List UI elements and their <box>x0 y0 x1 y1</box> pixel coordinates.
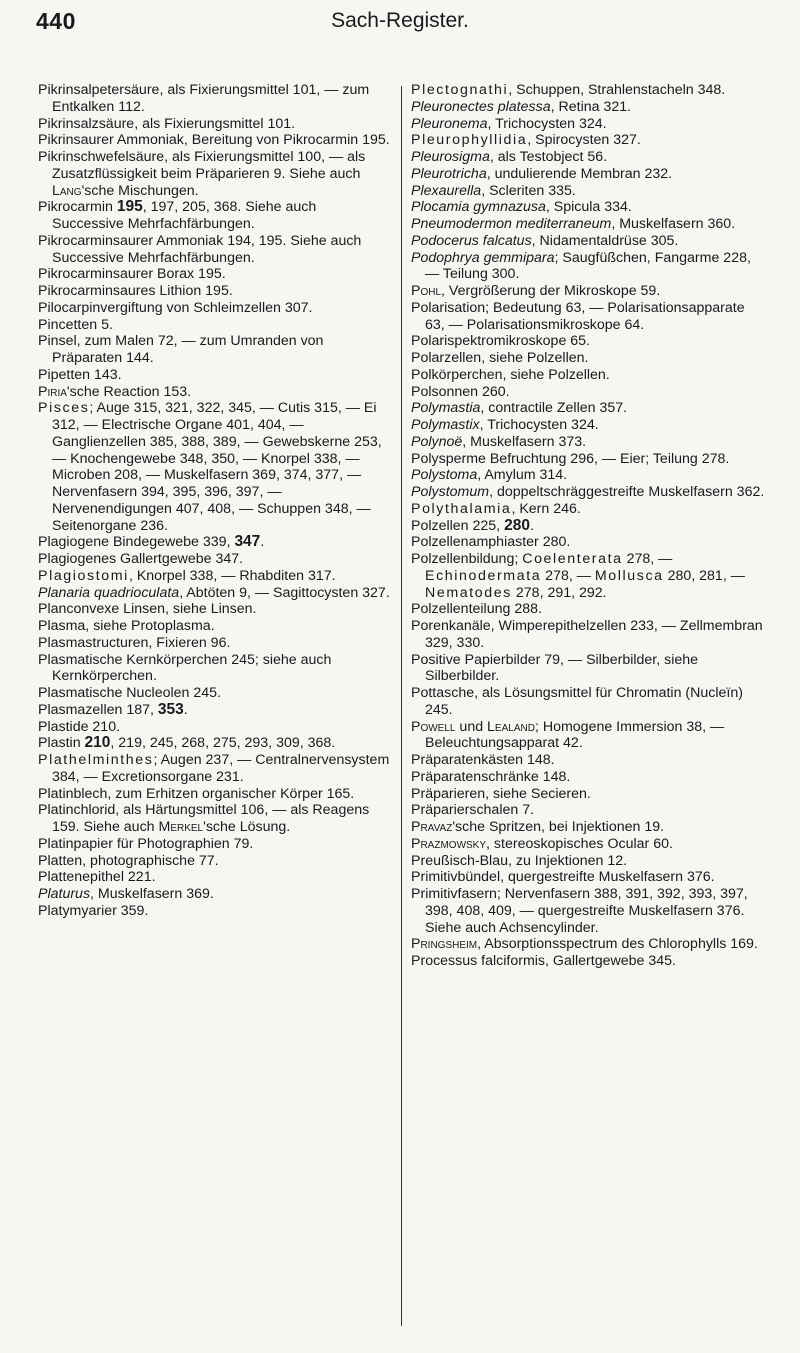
index-entry: Polzellenamphiaster 280. <box>411 534 571 551</box>
index-entry: Podocerus falcatus, Nidamentaldrüse 305. <box>411 232 679 249</box>
index-entry: Pohl, Vergrößerung der Mikroskope 59. <box>411 283 661 299</box>
index-entry: Pikrocarmin 195, 197, 205, 368. Siehe auch Successive Mehrfachfärbungen. <box>38 198 317 232</box>
index-entry: Plectognathi, Schuppen, Strahlenstacheln 348. <box>411 82 726 98</box>
index-entry: Polythalamia, Kern 246. <box>411 500 581 517</box>
index-entry: Porenkanäle, Wimperepithelzellen 233, — Zellmembran 329, 330. <box>411 618 763 651</box>
index-columns <box>38 82 768 1332</box>
index-entry: Primitivfasern; Nervenfasern 388, 391, 392, 393, 397, 398, 408, 409, — quergestreifte Muskelfasern 376. Siehe auch Achsencylinder. <box>411 886 748 936</box>
index-entry: Pneumodermon mediterraneum, Muskelfasern 360. <box>411 216 736 232</box>
index-entry: Processus falciformis, Gallertgewebe 345. <box>411 953 676 969</box>
index-entry: Präparieren, siehe Secieren. <box>411 785 591 802</box>
index-entry: Pravaz'sche Spritzen, bei Injektionen 19. <box>411 819 665 835</box>
page-number: 440 <box>36 8 76 34</box>
index-entry: Pikrocarminsaures Lithion 195. <box>38 283 233 299</box>
page-header <box>36 8 764 40</box>
index-entry: Platymyarier 359. <box>38 902 149 919</box>
index-entry: Prazmowsky, stereoskopisches Ocular 60. <box>411 835 673 852</box>
index-entry: Pincetten 5. <box>38 316 113 333</box>
index-entry: Polarispektromikroskope 65. <box>411 333 590 350</box>
index-entry: Polystomum, doppeltschräggestreifte Muskelfasern 362. <box>411 484 765 500</box>
index-entry: Powell und Lealand; Homogene Immersion 38, — Beleuchtungsapparat 42. <box>411 718 725 752</box>
index-entry: Plagiogenes Gallertgewebe 347. <box>38 551 244 567</box>
index-entry: Planconvexe Linsen, siehe Linsen. <box>38 601 257 618</box>
index-entry: Plasma, siehe Protoplasma. <box>38 618 215 634</box>
left-column <box>38 82 390 920</box>
right-column <box>411 82 768 970</box>
index-entry: Planaria quadrioculata, Abtöten 9, — Sagittocysten 327. <box>38 584 390 601</box>
index-entry: Pleurosigma, als Testobject 56. <box>411 149 608 165</box>
index-entry: Polzellen 225, 280. <box>411 516 534 534</box>
index-entry: Platinblech, zum Erhitzen organischer Körper 165. <box>38 785 355 802</box>
index-entry: Piria'sche Reaction 153. <box>38 383 192 400</box>
index-entry: Plastin 210, 219, 245, 268, 275, 293, 309, 368. <box>38 734 336 752</box>
index-entry: Präparierschalen 7. <box>411 802 535 819</box>
index-entry: Plattenepithel 221. <box>38 869 156 886</box>
index-entry: Polymastia, contractile Zellen 357. <box>411 400 628 417</box>
index-entry: Pleuronectes platessa, Retina 321. <box>411 98 632 115</box>
index-entry: Plocamia gymnazusa, Spicula 334. <box>411 199 632 216</box>
index-entry: Platten, photographische 77. <box>38 852 219 869</box>
index-entry: Platurus, Muskelfasern 369. <box>38 886 214 902</box>
index-entry: Polystoma, Amylum 314. <box>411 467 568 484</box>
index-entry: Plasmatische Nucleolen 245. <box>38 685 221 701</box>
index-entry: Pikrinsalzsäure, als Fixierungsmittel 101. <box>38 115 296 132</box>
index-entry: Polsonnen 260. <box>411 383 510 400</box>
index-entry: Pleuronema, Trichocysten 324. <box>411 115 607 132</box>
index-entry: Platinchlorid, als Härtungsmittel 106, — als Reagens 159. Siehe auch Merkel'sche Lösung. <box>38 802 370 835</box>
index-entry: Pikrinsaurer Ammoniak, Bereitung von Pikrocarmin 195. <box>38 132 390 149</box>
column-divider <box>401 86 402 1326</box>
index-entry: Pikrinsalpetersäure, als Fixierungsmittel 101, — zum Entkalken 112. <box>38 82 370 115</box>
index-entry: Polkörperchen, siehe Polzellen. <box>411 366 610 383</box>
index-entry: Plagiogene Bindegewebe 339, 347. <box>38 533 265 551</box>
index-entry: Polzellenteilung 288. <box>411 601 542 618</box>
index-entry: Pikrocarminsaurer Ammoniak 194, 195. Siehe auch Successive Mehrfachfärbungen. <box>38 232 362 266</box>
index-entry: Plastide 210. <box>38 718 121 735</box>
running-head: Sach-Register. <box>331 9 469 32</box>
index-entry: Präparatenkästen 148. <box>411 752 555 768</box>
index-entry: Polzellenbildung; Coelenterata 278, — Echinodermata 278, — Mollusca 280, 281, — Nematodes 278, 291, 292. <box>411 551 745 601</box>
index-entry: Podophrya gemmipara; Saugfüßchen, Fangarme 228, — Teilung 300. <box>411 249 751 283</box>
index-entry: Plagiostomi, Knorpel 338, — Rhabditen 317. <box>38 567 336 584</box>
index-entry: Pikrocarminsaurer Borax 195. <box>38 266 226 283</box>
index-entry: Pottasche, als Lösungsmittel für Chromatin (Nucleïn) 245. <box>411 685 743 718</box>
index-entry: Pleurophyllidia, Spirocysten 327. <box>411 132 641 149</box>
index-entry: Polarzellen, siehe Polzellen. <box>411 350 589 366</box>
index-entry: Pringsheim, Absorptionsspectrum des Chlorophylls 169. <box>411 936 758 953</box>
index-entry: Polysperme Befruchtung 296, — Eier; Teilung 278. <box>411 450 730 467</box>
index-entry: Plathelminthes; Augen 237, — Centralnervensystem 384, — Excretionsorgane 231. <box>38 752 390 785</box>
index-entry: Platinpapier für Photographien 79. <box>38 835 254 852</box>
index-entry: Plasmatische Kernkörperchen 245; siehe auch Kernkörperchen. <box>38 651 332 685</box>
index-entry: Plasmazellen 187, 353. <box>38 700 188 718</box>
index-entry: Präparatenschränke 148. <box>411 768 571 785</box>
index-entry: Polarisation; Bedeutung 63, — Polarisationsapparate 63, — Polarisationsmikroskope 64. <box>411 299 745 333</box>
index-entry: Polymastix, Trichocysten 324. <box>411 417 599 433</box>
index-entry: Pinsel, zum Malen 72, — zum Umranden von Präparaten 144. <box>38 333 324 366</box>
index-entry: Pipetten 143. <box>38 366 122 383</box>
index-entry: Pleurotricha, undulierende Membran 232. <box>411 165 673 182</box>
index-entry: Plexaurella, Scleriten 335. <box>411 182 576 199</box>
index-entry: Primitivbündel, quergestreifte Muskelfasern 376. <box>411 869 715 886</box>
index-entry: Polynoë, Muskelfasern 373. <box>411 433 587 450</box>
index-entry: Positive Papierbilder 79, — Silberbilder, siehe Silberbilder. <box>411 651 699 685</box>
index-entry: Pisces; Auge 315, 321, 322, 345, — Cutis 315, — Ei 312, — Electrische Organe 401, 404, — Ganglienzellen 385, 388, 389, — Gewebskerne 253, — Knochengewebe 348, 350, — Knorpel 338, — Microben 208, — Muskelfasern 369, 374, 377, — Nervenfasern 394, 395, 396, 397, — Nervenendigungen 407, 408, — Schuppen 348, — Seitenorgane 236. <box>38 400 382 534</box>
index-entry: Pilocarpinvergiftung von Schleimzellen 307. <box>38 299 313 316</box>
index-entry: Preußisch-Blau, zu Injektionen 12. <box>411 852 628 869</box>
index-entry: Pikrinschwefelsäure, als Fixierungsmittel 100, — als Zusatzflüssigkeit beim Präparieren 9. Siehe auch Lang'sche Mischungen. <box>38 149 366 199</box>
index-entry: Plasmastructuren, Fixieren 96. <box>38 634 231 651</box>
